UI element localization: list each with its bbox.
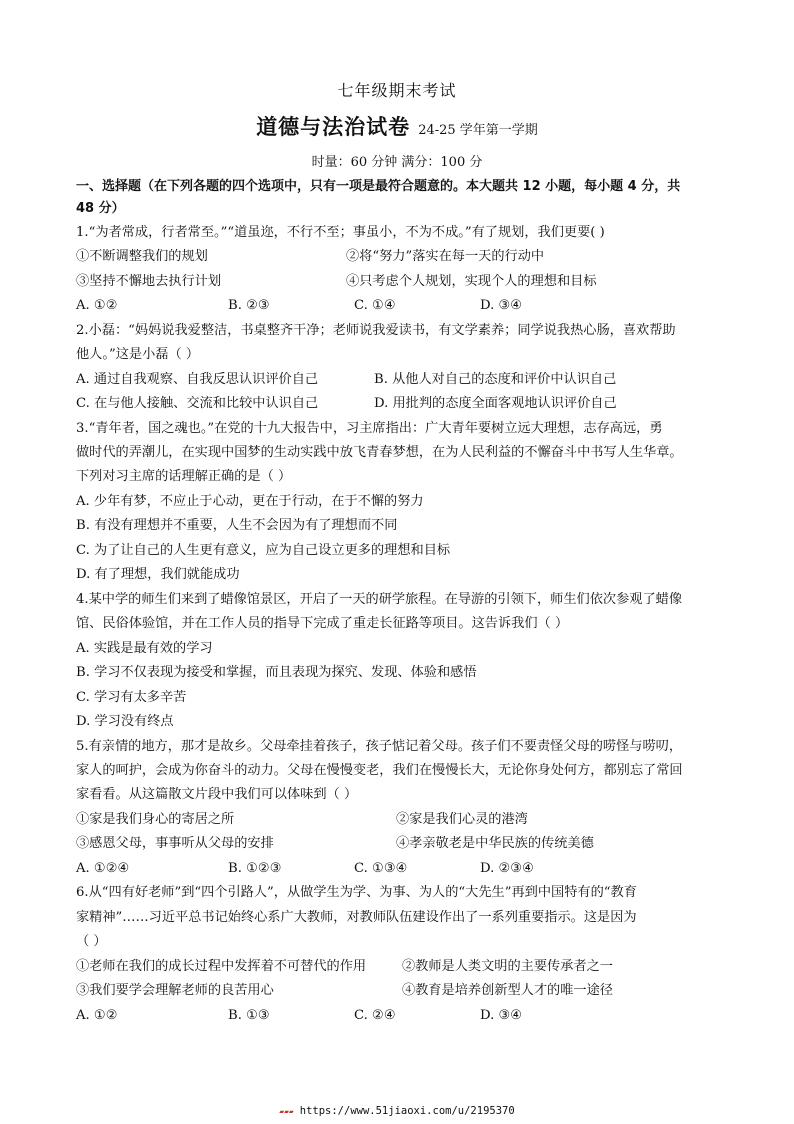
question-3-stem-end: 下列对习主席的话理解正确的是（ ） bbox=[76, 469, 292, 484]
q6-statement-2: ②教师是人类文明的主要传承者之一 bbox=[402, 959, 613, 974]
q1-option-a: A. ①② bbox=[76, 298, 118, 313]
question-6-stem-end: （ ） bbox=[76, 934, 107, 949]
q5-option-d: D. ②③④ bbox=[480, 861, 534, 876]
question-2-stem-cont: 他人。”这是小磊（ ） bbox=[76, 347, 200, 362]
q3-option-d: D. 有了理想，我们就能成功 bbox=[76, 567, 240, 582]
q5-statement-2: ②家是我们心灵的港湾 bbox=[396, 812, 528, 827]
q4-option-b: B. 学习不仅表现为接受和掌握，而且表现为探究、发现、体验和感悟 bbox=[76, 665, 477, 680]
q3-option-a: A. 少年有梦，不应止于心动，更在于行动，在于不懈的努力 bbox=[76, 494, 424, 509]
q1-statement-1: ①不断调整我们的规划 bbox=[76, 249, 208, 264]
main-title-row bbox=[0, 111, 794, 141]
section-heading-cont: 48 分） bbox=[76, 201, 125, 216]
grade-title: 七年级期末考试 bbox=[337, 81, 457, 100]
q1-statement-3: ③坚持不懈地去执行计划 bbox=[76, 274, 222, 289]
question-4-stem-cont: 馆、民俗体验馆，并在工作人员的指导下完成了重走长征路等项目。这告诉我们（ ） bbox=[76, 616, 569, 631]
question-6-stem-cont: 家精神”……习近平总书记始终心系广大教师，对教师队伍建设作出了一系列重要指示。这是因为 bbox=[76, 910, 637, 925]
question-1-stem: 1.“为者常成，行者常至。”“道虽迩，不行不至；事虽小，不为不成。”有了规划，我们更要( ) bbox=[76, 225, 605, 240]
q6-option-b: B. ①③ bbox=[228, 1008, 270, 1023]
question-6-stem: 6.从“四有好老师”到“四个引路人”，从做学生为学、为事、为人的“大先生”再到中国特有的“教育 bbox=[76, 885, 637, 900]
q2-option-d: D. 用批判的态度全面客观地认识评价自己 bbox=[374, 396, 617, 411]
q5-option-a: A. ①②④ bbox=[76, 861, 130, 876]
q2-option-a: A. 通过自我观察、自我反思认识评价自己 bbox=[76, 372, 319, 387]
paper-title: 道德与法治试卷 bbox=[256, 114, 411, 139]
question-2-stem: 2.小磊：“妈妈说我爱整洁，书桌整齐干净；老师说我爱读书，有文学素养；同学说我热心肠，喜欢帮助 bbox=[76, 323, 676, 338]
q3-option-c: C. 为了让自己的人生更有意义，应为自己设立更多的理想和目标 bbox=[76, 543, 451, 558]
term-label: 24-25 学年第一学期 bbox=[418, 123, 538, 138]
question-5-stem-end: 家看看。从这篇散文片段中我们可以体味到（ ） bbox=[76, 787, 358, 802]
q1-option-d: D. ③④ bbox=[480, 298, 523, 313]
q2-option-c: C. 在与他人接触、交流和比较中认识自己 bbox=[76, 396, 319, 411]
q4-option-d: D. 学习没有终点 bbox=[76, 714, 174, 729]
q6-option-a: A. ①② bbox=[76, 1008, 118, 1023]
question-5-stem-cont: 家人的呵护，会成为你奋斗的动力。父母在慢慢变老，我们在慢慢长大，无论你身处何方，都别忘了常回 bbox=[76, 763, 683, 778]
question-3-stem: 3.“青年者，国之魂也。”在党的十九大报告中，习主席指出：广大青年要树立远大理想，志存高远，勇 bbox=[76, 421, 663, 436]
page-footer bbox=[0, 1105, 794, 1117]
q2-option-b: B. 从他人对自己的态度和评价中认识自己 bbox=[374, 372, 617, 387]
q6-statement-4: ④教育是培养创新型人才的唯一途径 bbox=[402, 983, 613, 998]
section-heading: 一、选择题（在下列各题的四个选项中，只有一项是最符合题意的。本大题共 12 小题，每小题 4 分，共 bbox=[76, 179, 681, 194]
q1-option-c: C. ①④ bbox=[354, 298, 396, 313]
watermark-logo-icon: ▰▰▰ bbox=[279, 1107, 294, 1116]
q1-statement-2: ②将“努力”落实在每一天的行动中 bbox=[346, 249, 545, 264]
q6-option-d: D. ③④ bbox=[480, 1008, 523, 1023]
q6-option-c: C. ②④ bbox=[354, 1008, 396, 1023]
question-3-stem-cont: 做时代的弄潮儿，在实现中国梦的生动实践中放飞青春梦想，在为人民利益的不懈奋斗中书写人生华章。 bbox=[76, 445, 683, 460]
q5-statement-4: ④孝亲敬老是中华民族的传统美德 bbox=[396, 836, 594, 851]
q5-option-b: B. ①②③ bbox=[228, 861, 282, 876]
q1-statement-4: ④只考虑个人规划，实现个人的理想和目标 bbox=[346, 274, 597, 289]
q3-option-b: B. 有没有理想并不重要，人生不会因为有了理想而不同 bbox=[76, 518, 398, 533]
footer-url[interactable]: https://www.51jiaoxi.com/u/2195370 bbox=[299, 1105, 515, 1117]
q5-statement-1: ①家是我们身心的寄居之所 bbox=[76, 812, 235, 827]
q6-statement-3: ③我们要学会理解老师的良苦用心 bbox=[76, 983, 274, 998]
time-score-info: 时量：60 分钟 满分：100 分 bbox=[311, 155, 483, 170]
q4-option-a: A. 实践是最有效的学习 bbox=[76, 641, 213, 656]
q5-option-c: C. ①③④ bbox=[354, 861, 408, 876]
question-5-stem: 5.有亲情的地方，那才是故乡。父母牵挂着孩子，孩子惦记着父母。孩子们不要责怪父母的唠怪与唠叨， bbox=[76, 739, 683, 754]
q5-statement-3: ③感恩父母，事事听从父母的安排 bbox=[76, 836, 274, 851]
q6-statement-1: ①老师在我们的成长过程中发挥着不可替代的作用 bbox=[76, 959, 367, 974]
q4-option-c: C. 学习有太多辛苦 bbox=[76, 690, 187, 705]
q1-option-b: B. ②③ bbox=[228, 298, 270, 313]
question-4-stem: 4.某中学的师生们来到了蜡像馆景区，开启了一天的研学旅程。在导游的引领下，师生们依次参观了蜡像 bbox=[76, 592, 683, 607]
